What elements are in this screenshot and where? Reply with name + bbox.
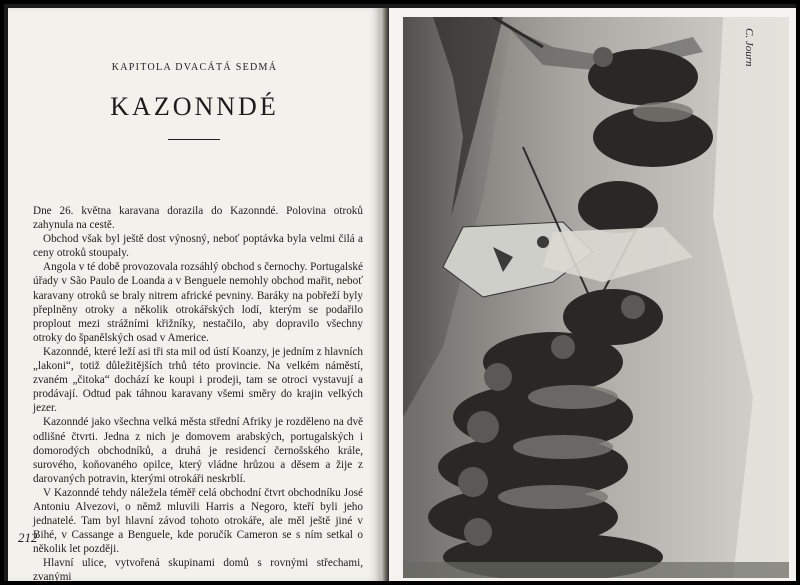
paragraph: Kazonndé, které leží asi tři sta mil od ústí Koanzy, je jedním z hlavních „lakoni“, totiž důležitějších trhů této provincie. Na velkém náměstí, zvaném „čitoka“ dochází ke koupi i prodeji, tam se otroci vystavují a prodávají. Odtud pak táhnou karavany všemi směry do krajin velkých jezer.	[33, 345, 363, 415]
paragraph: V Kazonndé tehdy náležela téměř celá obchodní čtvrt obchodníku José Antoniu Alvezovi, o němž mluvili Harris a Negoro, kteří byli jeho jednatelé. Tam byl hlavní závod tohoto otrokáře, ale měl ještě jiné v Bihé, v Cassange a Benguele, kde poručík Cameron se s ním setkal o několik let později.	[33, 486, 363, 556]
caravan-illustration	[403, 17, 789, 578]
paragraph: Angola v té době provozovala rozsáhlý obchod s černochy. Portugalské úřady v São Paulo de Loanda a v Benguele nemohly obchod mařit, neboť karavany otroků se braly nitrem africké pevniny. Baráky na pobřeží byly přeplněny otroky a několik otrokářských lodí, kterým se podařilo proplout mezi strážními křižníky, nestačilo, aby dopravilo všechny otroky do španělských osad v Americe.	[33, 261, 363, 344]
paragraph: Kazonndé jako všechna velká města střední Afriky je rozděleno na dvě odlišné čtvrti. Jedna z nich je domovem arabských, portugalských i domorodých obchodníků, a druhá je residencí černošského krále, surového, koňovaného opilce, který vládne hrůzou a děsem a žije z darovaných potravin, kterými otrokáři neskrblí.	[33, 416, 363, 485]
illustration-image	[403, 17, 789, 578]
right-page	[389, 8, 796, 581]
body-text	[33, 204, 363, 585]
paragraph: Dne 26. května karavana dorazila do Kazonndé. Polovina otroků zahynula na cestě.	[33, 205, 363, 232]
book-spread	[4, 4, 796, 584]
page-number: 212	[18, 530, 38, 545]
paragraph: Obchod však byl ještě dost výnosný, neboť poptávka byla velmi čilá a ceny otroků stoupaly.	[33, 233, 363, 260]
chapter-title: KAZONNDÉ	[110, 92, 279, 121]
paragraph: Hlavní ulice, vytvořená skupinami domů s rovnými střechami, zvanými	[33, 557, 363, 584]
left-page	[8, 8, 381, 584]
title-rule	[168, 139, 220, 140]
chapter-label: KAPITOLA DVACÁTÁ SEDMÁ	[111, 62, 278, 73]
artist-signature: C. Journ	[743, 28, 755, 67]
book-gutter	[381, 8, 389, 581]
